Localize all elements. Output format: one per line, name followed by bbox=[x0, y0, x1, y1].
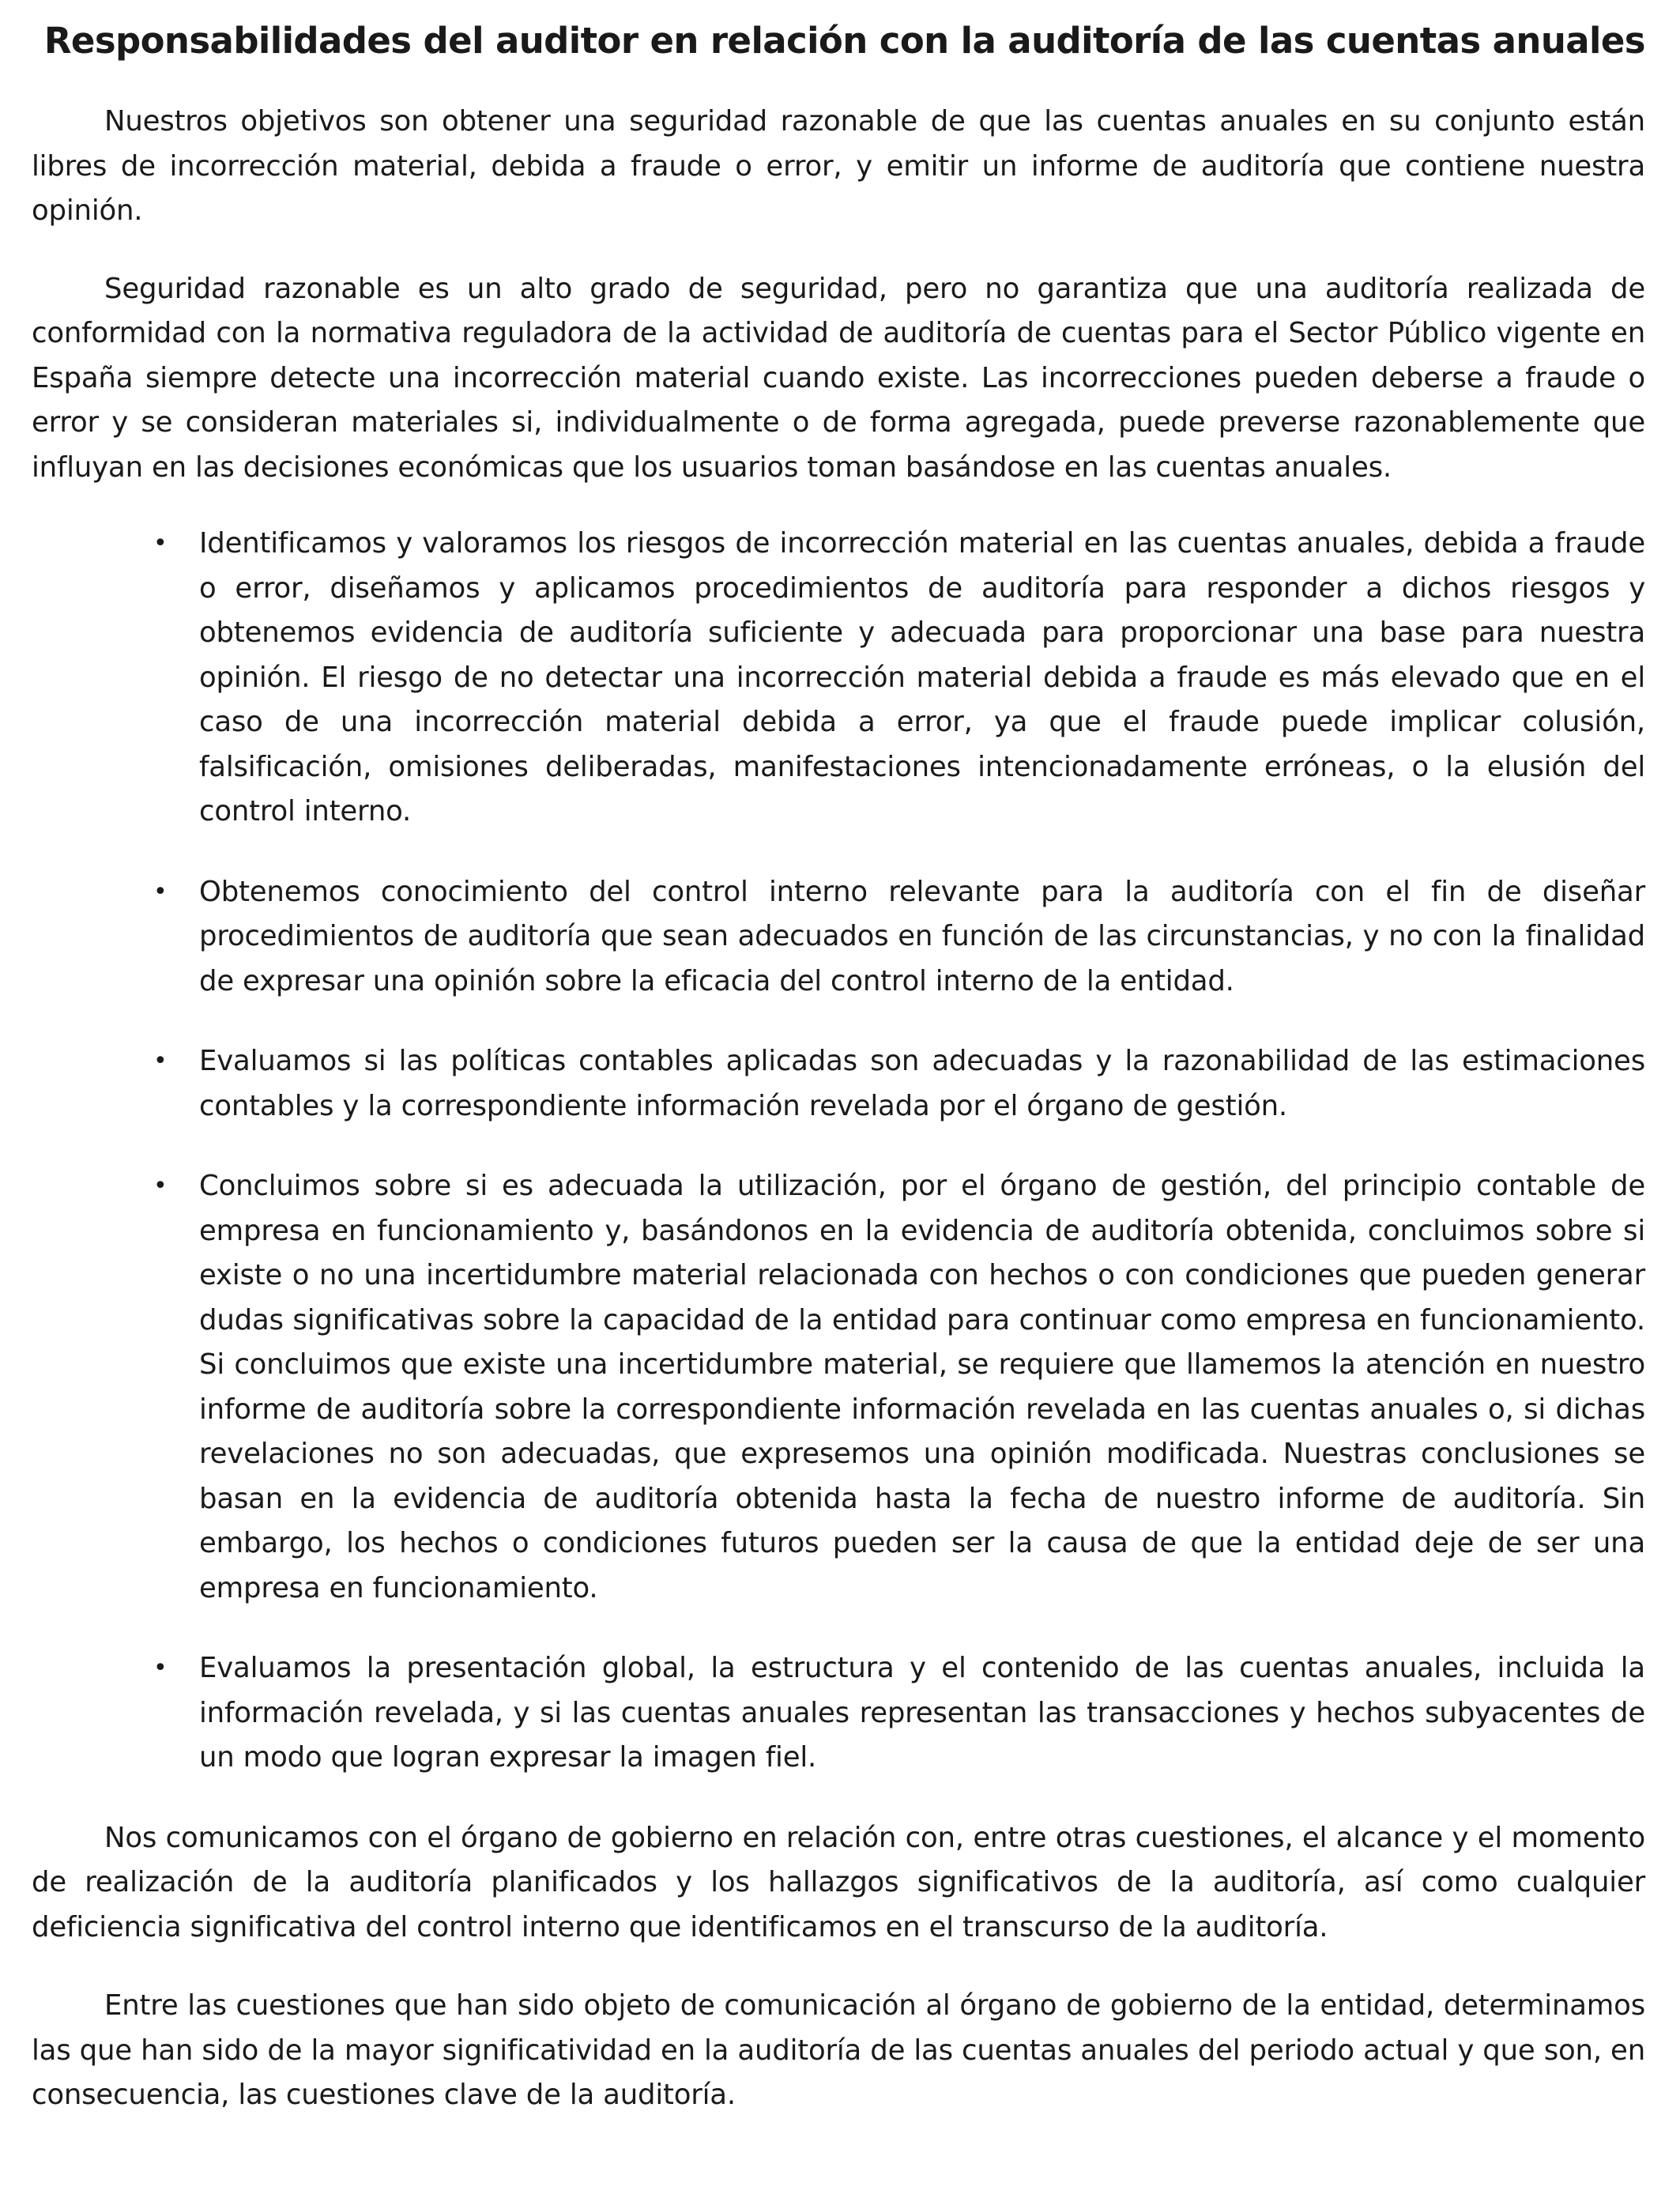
paragraph-reasonable-assurance: Seguridad razonable es un alto grado de seguridad, pero no garantiza que una auditoría realizada de conformidad con la normativa reguladora de la actividad de auditoría de cuentas para el Sector Público vigente en España siempre detecte una incorrección material cuando existe. Las incorrecciones pueden deberse a fraude o error y se consideran materiales si, individualmente o de forma agregada, puede preverse razonablemente que influyan en las decisiones económicas que los usuarios toman basándose en las cuentas anuales. bbox=[32, 272, 1645, 484]
paragraph-key-audit-matters: Entre las cuestiones que han sido objeto de comunicación al órgano de gobierno de la entidad, determinamos las que han sido de la mayor significatividad en la auditoría de las cuentas anuales del periodo actual y que son, en consecuencia, las cuestiones clave de la auditoría. bbox=[32, 1989, 1645, 2111]
list-item bbox=[153, 870, 1645, 1005]
bullet-icon: • bbox=[153, 1172, 168, 1200]
bullet-icon: • bbox=[153, 1047, 168, 1075]
list-item-text: Identificamos y valoramos los riesgos de incorrección material en las cuentas anuales, debida a fraude o error, diseñamos y aplicamos procedimientos de auditoría para responder a dichos riesgos y obtenemos evidencia de auditoría suficiente y adecuada para proporcionar una base para nuestra opinión. El riesgo de no detectar una incorrección material debida a fraude es más elevado que en el caso de una incorrección material debida a error, ya que el fraude puede implicar colusión, falsificación, omisiones deliberadas, manifestaciones intencionadamente erróneas, o la elusión del control interno. bbox=[199, 527, 1645, 827]
document-page bbox=[32, 0, 1645, 2118]
bullet-icon: • bbox=[153, 877, 168, 906]
list-item-text: Evaluamos si las políticas contables aplicadas son adecuadas y la razonabilidad de las estimaciones contables y la correspondiente información revelada por el órgano de gestión. bbox=[199, 1045, 1645, 1122]
responsibilities-list bbox=[32, 522, 1645, 1781]
section-title: Responsabilidades del auditor en relación con la auditoría de las cuentas anuales bbox=[43, 20, 1645, 62]
list-item bbox=[153, 522, 1645, 835]
bullet-icon: • bbox=[153, 530, 168, 557]
list-item bbox=[153, 1039, 1645, 1129]
paragraph-objectives: Nuestros objetivos son obtener una seguridad razonable de que las cuentas anuales en su conjunto están libres de incorrección material, debida a fraude o error, y emitir un informe de auditoría que contiene nuestra opinión. bbox=[32, 105, 1645, 227]
paragraph-governance-communication: Nos comunicamos con el órgano de gobierno en relación con, entre otras cuestiones, el alcance y el momento de realización de la auditoría planificados y los hallazgos significativos de la auditoría, así como cualquier deficiencia significativa del control interno que identificamos en el transcurso de la auditoría. bbox=[32, 1821, 1645, 1943]
list-item bbox=[153, 1646, 1645, 1781]
list-item-text: Evaluamos la presentación global, la estructura y el contenido de las cuentas anuales, incluida la información revelada, y si las cuentas anuales representan las transacciones y hechos subyacentes de un modo que logran expresar la imagen fiel. bbox=[199, 1652, 1645, 1774]
list-item-text: Concluimos sobre si es adecuada la utilización, por el órgano de gestión, del principio contable de empresa en funcionamiento y, basándonos en la evidencia de auditoría obtenida, concluimos sobre si existe o no una incertidumbre material relacionada con hechos o con condiciones que pueden generar dudas significativas sobre la capacidad de la entidad para continuar como empresa en funcionamiento. Si concluimos que existe una incertidumbre material, se requiere que llamemos la atención en nuestro informe de auditoría sobre la correspondiente información revelada en las cuentas anuales o, si dichas revelaciones no son adecuadas, que expresemos una opinión modificada. Nuestras conclusiones se basan en la evidencia de auditoría obtenida hasta la fecha de nuestro informe de auditoría. Sin embargo, los hechos o condiciones futuros pueden ser la causa de que la entidad deje de ser una empresa en funcionamiento. bbox=[199, 1170, 1645, 1604]
list-item-text: Obtenemos conocimiento del control interno relevante para la auditoría con el fin de diseñar procedimientos de auditoría que sean adecuados en función de las circunstancias, y no con la finalidad de expresar una opinión sobre la eficacia del control interno de la entidad. bbox=[199, 875, 1645, 997]
bullet-icon: • bbox=[153, 1654, 168, 1682]
list-item bbox=[153, 1164, 1645, 1611]
